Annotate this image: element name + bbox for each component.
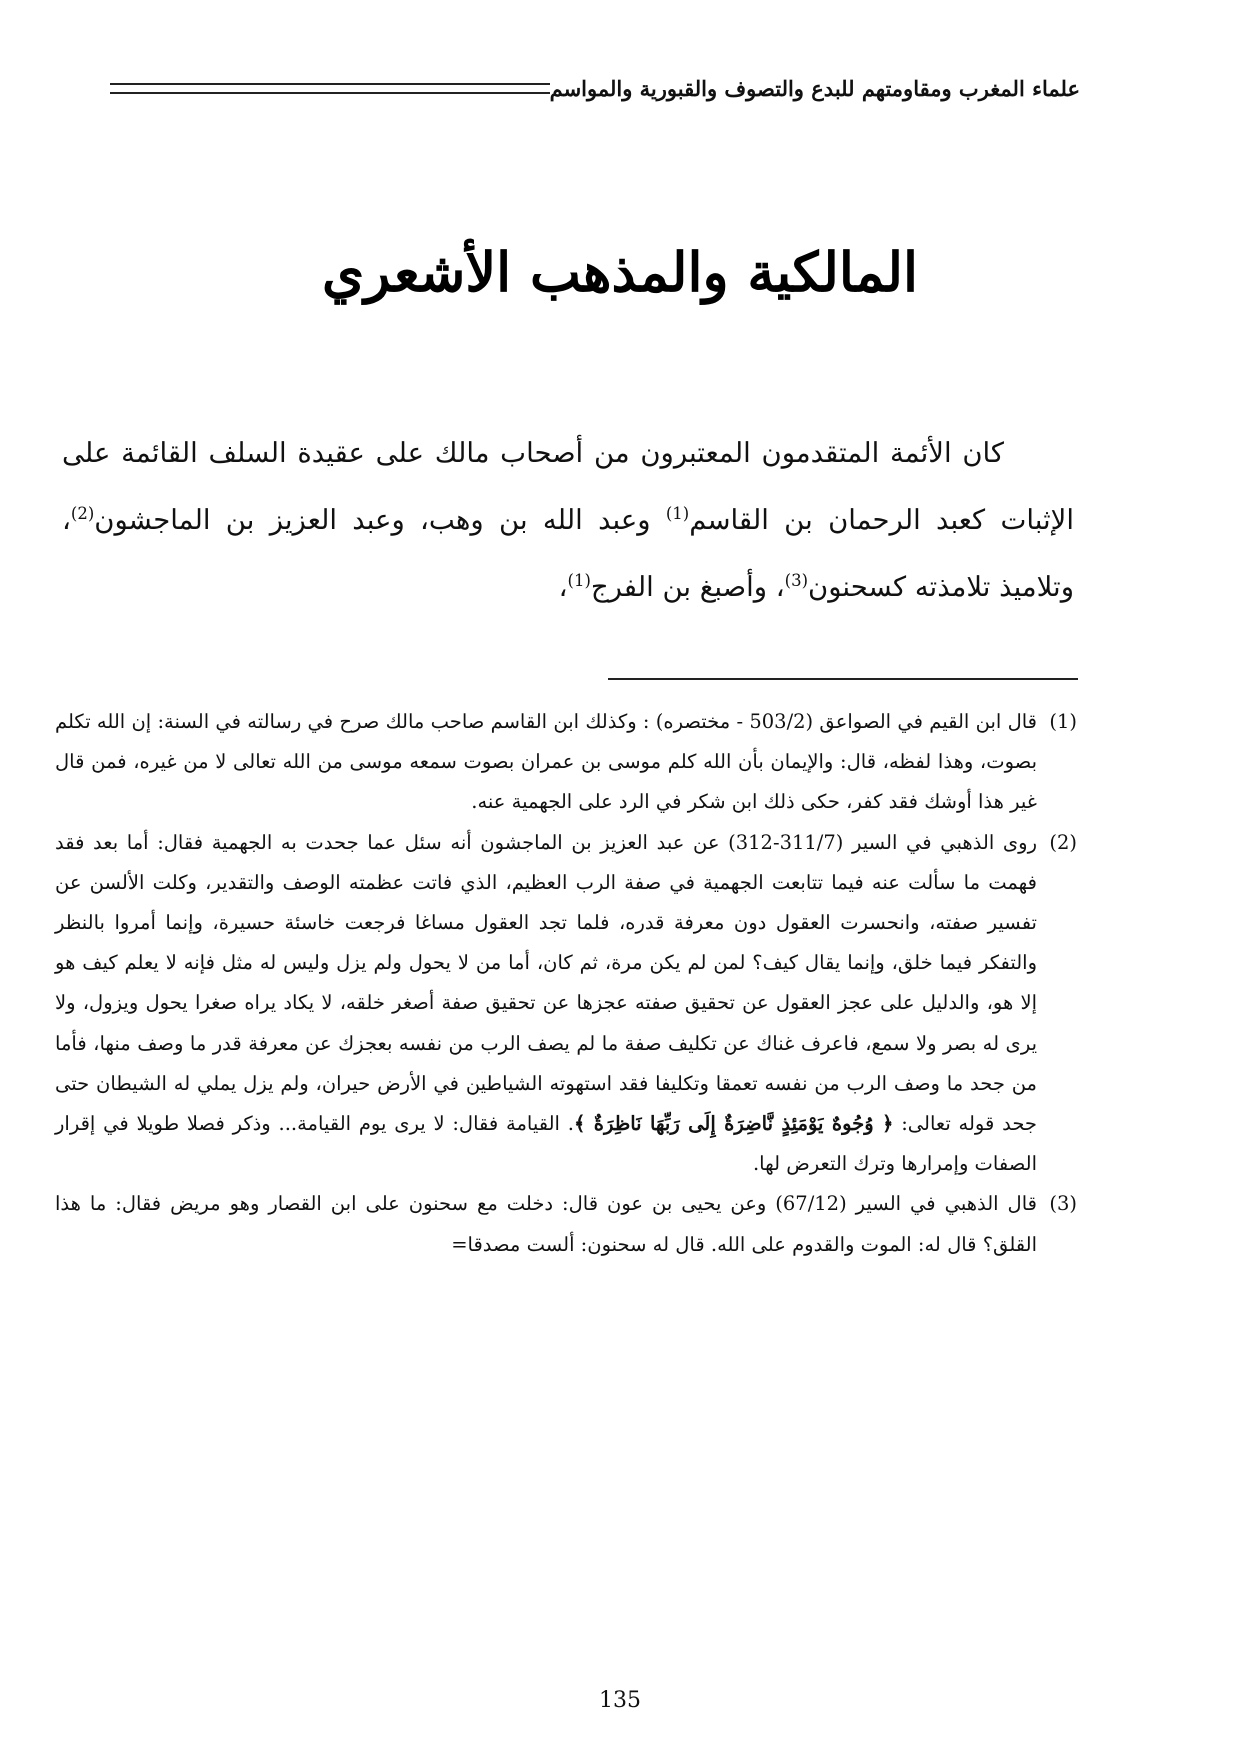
body-text-part: ، وتلاميذ تلامذته كسحنون — [62, 504, 1074, 603]
footnote-separator — [608, 678, 1078, 680]
footnote-text: . القيامة فقال: لا يرى يوم القيامة... وذكر فصلا طويلا في إقرار الصفات وإمرارها وترك التعرض لها. — [55, 1112, 1037, 1176]
body-text-part: كان الأئمة المتقدمون المعتبرون من أصحاب مالك على عقيدة السلف القائمة على الإثبات كعبد الرحمان بن القاسم — [62, 437, 1074, 536]
footnote-ref: (1) — [567, 570, 591, 590]
body-text-part: ، — [558, 571, 568, 603]
body-paragraph — [62, 420, 1074, 621]
header-rule — [110, 83, 550, 94]
footnote-number: (2) — [1049, 830, 1077, 854]
footnote-text: قال ابن القيم في الصواعق (503/2 - مختصره) : وكذلك ابن القاسم صاحب مالك صرح في رسالته في السنة: إن الله تكلم بصوت، وهذا لفظه، قال: والإيمان بأن الله كلم موسى بن عمران بصوت سمعه موسى من الله تعالى لا من غيره، فمن قال غير هذا أوشك فقد كفر، حكى ذلك ابن شكر في الرد على الجهمية عنه. — [55, 710, 1037, 814]
footnote-number: (3) — [1049, 1192, 1077, 1216]
footnote-3 — [55, 1184, 1077, 1264]
quran-verse: ﴿ وُجُوهٌ يَوْمَئِذٍ نَّاضِرَةٌ إِلَى رَبِّهَا نَاظِرَةٌ ﴾ — [573, 1112, 894, 1136]
footnote-ref: (2) — [70, 503, 95, 523]
footnote-text: قال الذهبي في السير (67/12) وعن يحيى بن عون قال: دخلت مع سحنون على ابن القصار وهو مريض فقال: ما هذا القلق؟ قال له: الموت والقدوم على الله. قال له سحنون: ألست مصدقا= — [55, 1192, 1037, 1256]
running-header — [55, 68, 1080, 108]
footnote-text: روى الذهبي في السير (311/7-312) عن عبد العزيز بن الماجشون أنه سئل عما جحدت به الجهمية فقال: أما بعد فقد فهمت ما سألت عنه فيما تتابعت الجهمية في صفة الرب العظيم، الذي فاتت عظمته الوصف والتقدير، وكلت الألسن عن تفسير صفته، وانحسرت العقول دون معرفة قدره، فلما تجد العقول مساغا فرجعت خاسئة حسيرة، وإنما أمروا بالنظر والتفكر فيما خلق، وإنما يقال كيف؟ لمن لم يكن مرة، ثم كان، أما من لا يحول ولم يزل وليس له مثل فإنه لا يعلم كيف هو إلا هو، والدليل على عجز العقول عن تحقيق صفته عجزها عن تحقيق صفة أصغر خلقه، لا يكاد يراه صغرا يحول ويزول، ولا يرى له بصر ولا سمع، فاعرف غناك عن تكليف صفة ما لم يصف الرب من نفسه بعجزك عن معرفة قدر ما وصف منها، فأما من جحد ما وصف الرب من نفسه تعمقا وتكليفا فقد استهوته الشياطين في الأرض حيران، ولم يزل يملي له الشيطان حتى جحد قوله تعالى: — [55, 830, 1037, 1136]
running-title: علماء المغرب ومقاومتهم للبدع والتصوف والقبورية والمواسم — [549, 75, 1080, 101]
page-number: 135 — [599, 1688, 641, 1713]
footnote-ref: (3) — [784, 570, 808, 590]
body-text-part: وعبد الله بن وهب، وعبد العزيز بن الماجشون — [94, 504, 666, 536]
footnote-2 — [55, 823, 1077, 1185]
footnote-1 — [55, 702, 1077, 823]
chapter-title: المالكية والمذهب الأشعري — [321, 240, 918, 304]
footnote-ref: (1) — [665, 503, 690, 523]
footnote-number: (1) — [1049, 710, 1077, 733]
footnotes — [55, 702, 1077, 1265]
body-text-part: ، وأصبغ بن الفرج — [590, 571, 785, 603]
